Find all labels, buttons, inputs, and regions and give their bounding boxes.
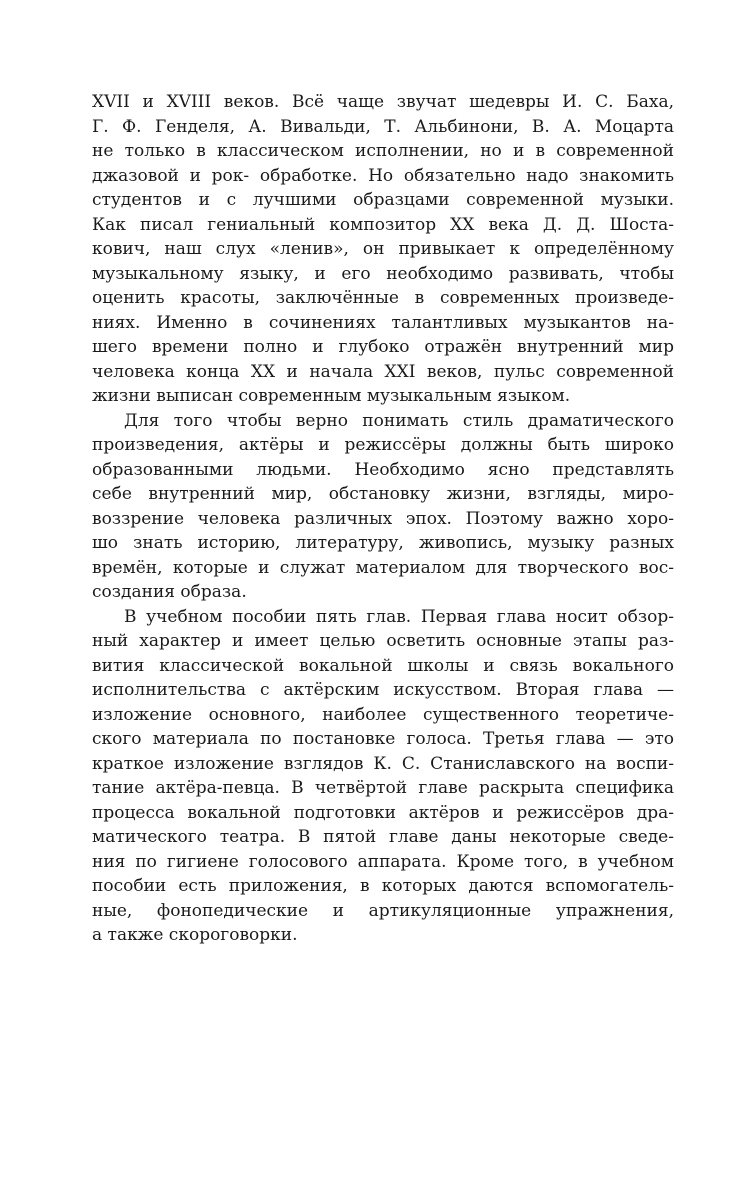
text-line: музыкальному языку, и его необходимо развивать, чтобы [92, 263, 674, 284]
text-line: воззрение человека различных эпох. Поэтому важно хоро- [92, 508, 674, 529]
text-line: ные, фонопедические и артикуляционные упражнения, [92, 900, 674, 921]
text-line: Г. Ф. Генделя, А. Вивальди, Т. Альбинони, В. А. Моцарта [92, 116, 674, 137]
text-line: пособии есть приложения, в которых даются вспомогатель- [92, 876, 674, 896]
text-line: тание актёра-певца. В четвёртой главе раскрыта специфика [92, 778, 674, 798]
text-line: шего времени полно и глубоко отражён внутренний мир [92, 337, 674, 357]
text-line: создания образа. [92, 582, 247, 602]
text-line: исполнительства с актёрским искусством. Вторая глава — [92, 680, 674, 700]
text-line: Для того чтобы верно понимать стиль драматического [124, 410, 674, 431]
text-line: В учебном пособии пять глав. Первая глава носит обзор- [124, 606, 674, 627]
text-line: кович, наш слух «ленив», он привыкает к определённому [92, 239, 674, 259]
text-line: а также скороговорки. [92, 925, 298, 945]
text-line: ниях. Именно в сочинениях талантливых музыкантов на- [92, 312, 674, 333]
text-line: Как писал гениальный композитор XX века Д. Д. Шоста- [92, 214, 674, 235]
text-line: XVII и XVIII веков. Всё чаще звучат шедевры И. С. Баха, [92, 92, 674, 112]
text-line: краткое изложение взглядов К. С. Станиславского на воспи- [92, 753, 674, 774]
paragraph-2 [92, 409, 674, 605]
text-line: джазовой и рок- обработке. Но обязательно надо знакомить [92, 165, 674, 186]
text-line: ный характер и имеет целью осветить основные этапы раз- [92, 631, 674, 651]
text-line: вития классической вокальной школы и связь вокального [92, 655, 674, 676]
text-line: себе внутренний мир, обстановку жизни, взгляды, миро- [92, 484, 674, 504]
text-line: человека конца XX и начала XXI веков, пульс современной [92, 361, 674, 382]
text-line: не только в классическом исполнении, но и в современной [92, 141, 674, 161]
text-line: ского материала по постановке голоса. Третья глава — это [92, 729, 674, 749]
text-line: жизни выписан современным музыкальным языком. [92, 386, 571, 406]
text-line: студентов и с лучшими образцами современной музыки. [92, 190, 674, 210]
text-line: процесса вокальной подготовки актёров и режиссёров дра- [92, 802, 674, 823]
text-line: произведения, актёры и режиссёры должны быть широко [92, 435, 674, 455]
body-text [92, 90, 674, 948]
text-line: оценить красоты, заключённые в современных произведе- [92, 288, 674, 308]
text-line: шо знать историю, литературу, живопись, музыку разных [92, 533, 674, 553]
text-line: матического театра. В пятой главе даны некоторые сведе- [92, 827, 674, 847]
text-line: времён, которые и служат материалом для творческого вос- [92, 557, 674, 578]
paragraph-1 [92, 90, 674, 409]
text-line: изложение основного, наиболее существенного теоретиче- [92, 704, 674, 725]
paragraph-3 [92, 605, 674, 948]
text-line: ния по гигиене голосового аппарата. Кроме того, в учебном [92, 851, 674, 872]
text-line: образованными людьми. Необходимо ясно представлять [92, 459, 674, 480]
